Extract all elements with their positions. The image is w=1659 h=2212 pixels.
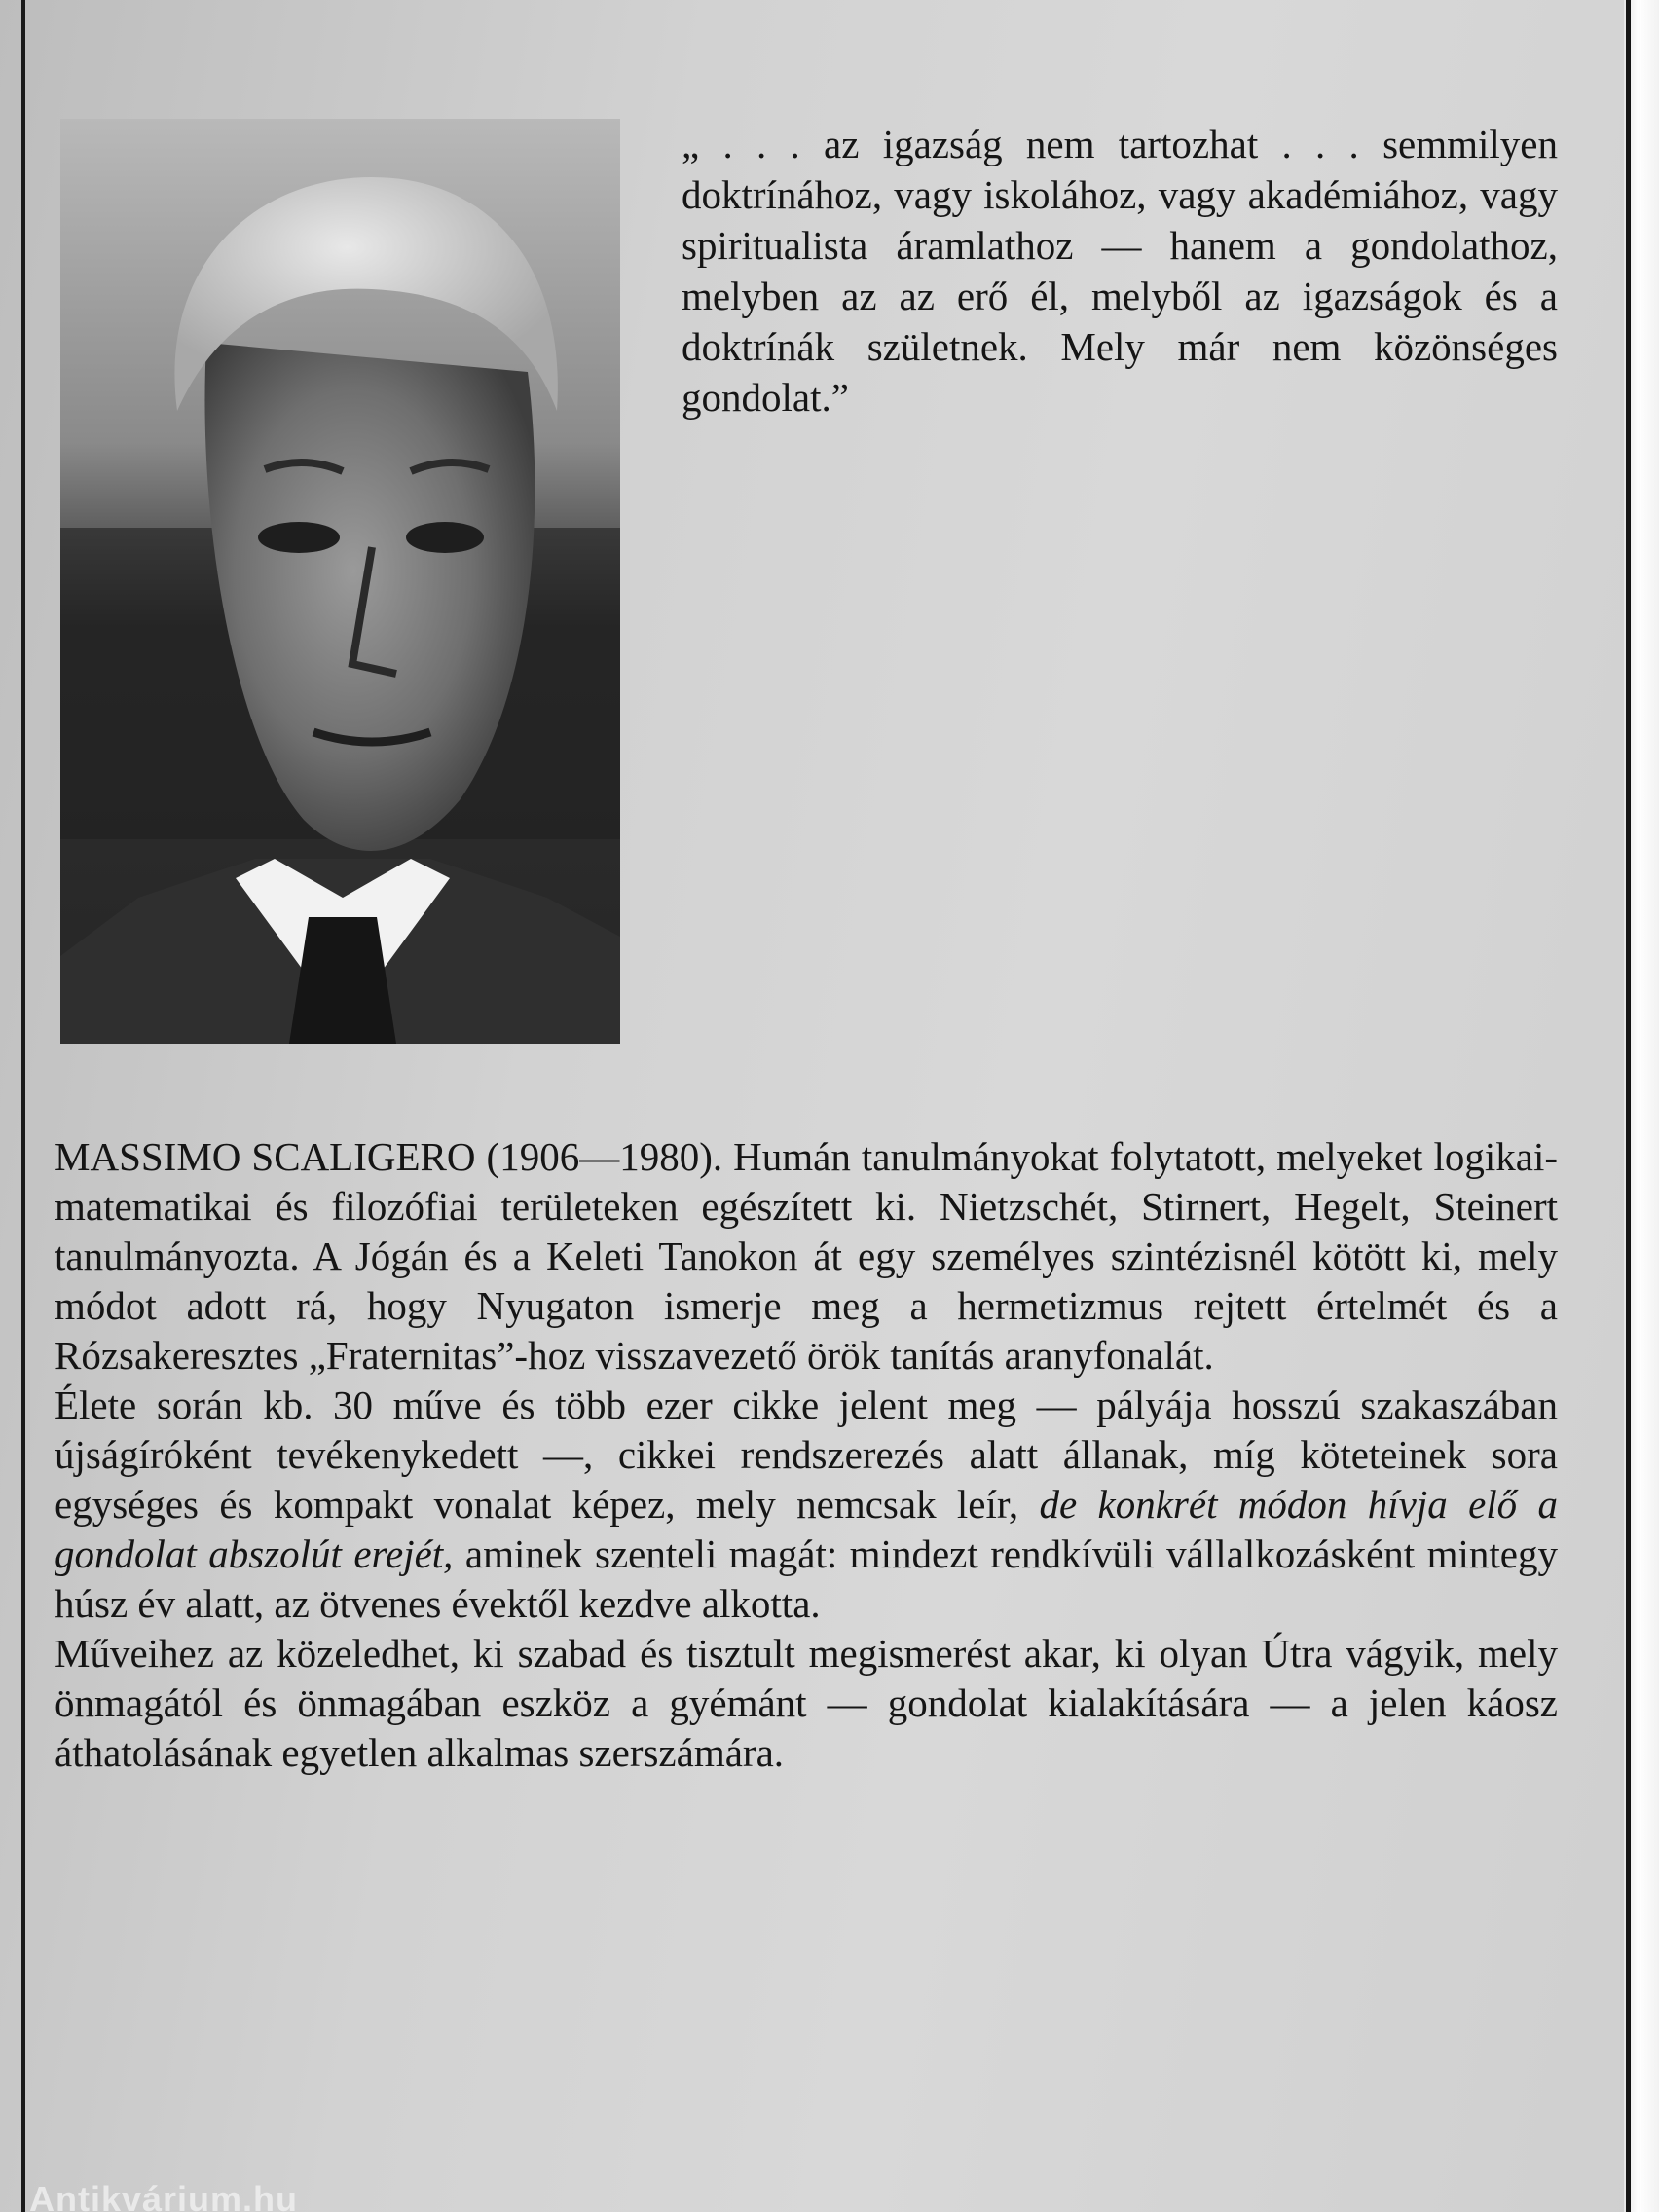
bio-paragraph-2-text-a: Élete során kb. 30 műve és több ezer cikke jelent meg — pályája hosszú szakaszában újságíróként tevékenykedett —, cikkei rendszerezés alatt állanak, míg köteteinek sora egységes és kompakt vonalat képez, mely nemcsak leír, [55, 1382, 1558, 1527]
portrait-photo [60, 119, 620, 1044]
right-binding-line [1626, 0, 1631, 2212]
bio-paragraph-1-text: (1906—1980). Humán tanulmányokat folytatott, melyeket logikai-matematikai és filozófiai területeken egészített ki. Nietzschét, Stirnert, Hegelt, Steinert tanulmányozta. A Jógán és a Keleti Tanokon át egy személyes szintézisnél kötött ki, mely módot adott rá, hogy Nyugaton ismerje meg a hermetizmus rejtett értelmét és a Rózsakeresztes „Fraternitas”-hoz visszavezető örök tanítás aranyfonalát. [55, 1134, 1559, 1378]
bio-paragraph-2 [55, 1381, 1558, 1629]
bio-paragraph-2-italic: de konkrét módon hívja elő a gondolat abszolút erejét, [55, 1482, 1558, 1576]
watermark: Antikvárium.hu [29, 2179, 299, 2212]
author-biography [55, 1132, 1558, 1778]
bio-paragraph-3: Műveihez az közeledhet, ki szabad és tisztult megismerést akar, ki olyan Útra vágyik, mely önmagától és önmagában eszköz a gyémánt — gondolat kialakítására — a jelen káosz áthatolásának egyetlen alkalmas szerszámára. [55, 1631, 1558, 1775]
left-binding-line [21, 0, 25, 2212]
epigraph-quote: „ . . . az igazság nem tartozhat . . . semmilyen doktrínához, vagy iskolához, vagy akadémiához, vagy spiritualista áramlathoz — hanem a gondolathoz, melyben az az erő él, melyből az igazságok és a doktrínák születnek. Mely már nem közönséges gondolat.” [682, 122, 1558, 420]
bio-paragraph-2-text-b: aminek szenteli magát: mindezt rendkívüli vállalkozásként mintegy húsz év alatt, az ötvenes évektől kezdve alkotta. [55, 1531, 1558, 1626]
author-name: MASSIMO SCALIGERO [55, 1134, 476, 1179]
bio-paragraph-1 [55, 1132, 1558, 1381]
